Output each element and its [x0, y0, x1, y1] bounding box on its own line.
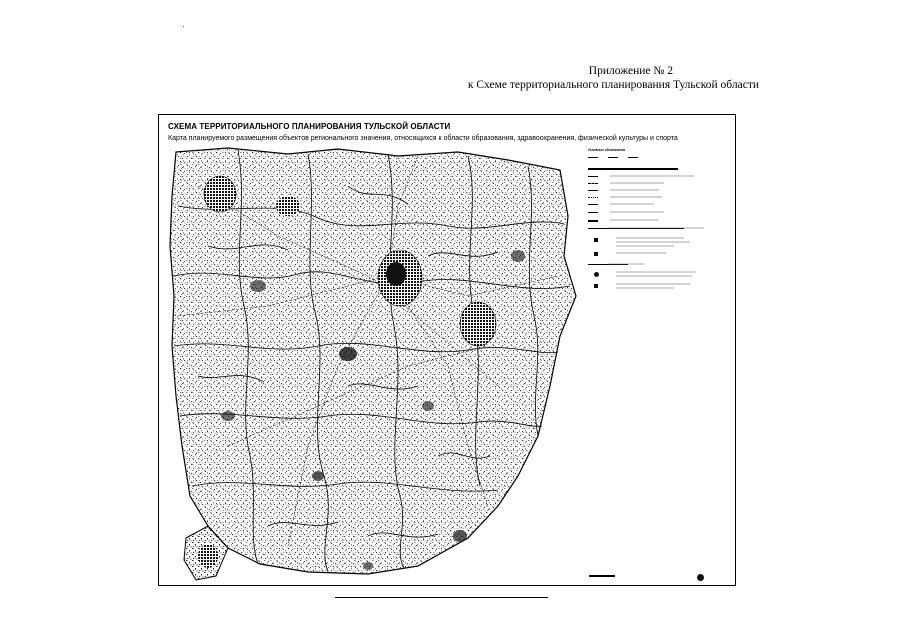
appendix-header: [468, 64, 759, 92]
map-legend: [584, 148, 732, 308]
stray-mark: [183, 26, 184, 27]
appendix-caption: к Схеме территориального планирования Тульской области: [467, 79, 759, 91]
legend-heading: Условные обозначения: [588, 148, 626, 152]
scale-bar: [589, 575, 615, 577]
map-subtitle: Карта планируемого размещения объектов регионального значения, относящихся к области образования, здравоохранения, физической культуры и спорта: [168, 135, 678, 142]
map-title: СХЕМА ТЕРРИТОРИАЛЬНОГО ПЛАНИРОВАНИЯ ТУЛЬСКОЙ ОБЛАСТИ: [168, 122, 451, 131]
map-frame: [158, 114, 736, 586]
logo-mark: [697, 574, 704, 581]
footnote-divider: [335, 597, 548, 598]
region-map: [168, 146, 582, 581]
appendix-number: Приложение № 2: [588, 65, 673, 77]
